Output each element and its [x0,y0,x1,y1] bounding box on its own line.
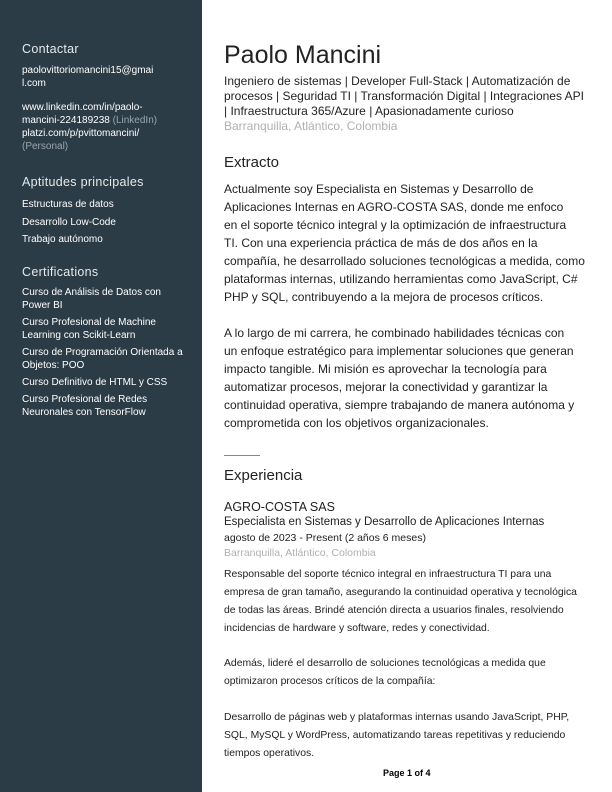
skill-item: Desarrollo Low-Code [22,216,116,228]
company-name: AGRO-COSTA SAS [224,500,335,514]
job-description [224,655,546,691]
description-line: optimizaron procesos críticos de la compañía: [224,676,436,687]
certification-item [22,346,183,372]
summary-line: un enfoque estratégico para implementar soluciones que generan [224,344,574,358]
section-divider [224,455,260,456]
description-line: Desarrollo de páginas web y plataformas internas usando JavaScript, PHP, [224,712,570,723]
job-description [224,566,577,638]
summary-line: TI. Con una experiencia práctica de más de dos años en la [224,236,538,250]
headline-line: procesos | Seguridad TI | Transformación Digital | Integraciones API [224,89,584,103]
skills-list [22,196,116,249]
certification-line: Power BI [22,300,63,311]
summary-line: A lo largo de mi carrera, he combinado habilidades técnicas con [224,326,565,340]
summary-line: PHP y SQL, contribuyendo a la mejora de procesos críticos. [224,290,544,304]
email-line: l.com [22,78,46,89]
job-dates: agosto de 2023 - Present (2 años 6 meses) [224,532,426,544]
summary-line: impacto tangible. Mi misión es aprovechar la tecnología para [224,362,547,376]
summary-line: compañía, he desarrollado soluciones tecnológicas a medida, como [224,254,585,268]
skill-item: Trabajo autónomo [22,234,103,245]
summary-line: plataformas internas, utilizando herramientas como JavaScript, C# [224,272,578,286]
experience-heading: Experiencia [224,467,303,484]
certification-item [22,376,183,389]
certification-line: Curso de Análisis de Datos con [22,287,161,298]
certification-line: Objetos: POO [22,360,85,371]
certification-item [22,286,183,312]
linkedin-link[interactable] [22,101,157,153]
description-line: Responsable del soporte técnico integral en infraestructura TI para una [224,569,552,580]
linkedin-line: www.linkedin.com/in/paolo- [22,102,143,113]
certifications-heading: Certifications [22,265,99,279]
job-description [224,709,569,763]
email-line: paolovittoriomancini15@gmai [22,65,154,76]
certification-item [22,316,183,342]
summary-line: automatizar procesos, mejorar la conectividad y garantizar la [224,380,548,394]
linkedin-tag: (LinkedIn) [112,115,158,126]
description-line: incidencias de hardware y software, redes y conectividad. [224,623,490,634]
job-title: Especialista en Sistemas y Desarrollo de Aplicaciones Internas [224,516,545,528]
certification-line: Learning con Scikit-Learn [22,330,136,341]
description-line: tiempos operativos. [224,748,315,759]
description-line: SQL, MySQL y WordPress, automatizando tareas repetitivas y reduciendo [224,730,566,741]
summary-line: en el soporte técnico integral y la optimización de infraestructura [224,218,567,232]
headline-line: Ingeniero de sistemas | Developer Full-Stack | Automatización de [224,74,571,88]
personal-link[interactable]: platzi.com/p/pvittomancini/ [22,128,140,139]
certification-line: Curso Definitivo de HTML y CSS [22,377,168,388]
contact-heading: Contactar [22,42,79,56]
skills-heading: Aptitudes principales [22,175,144,189]
summary-paragraph [224,180,585,306]
skill-item: Estructuras de datos [22,199,114,210]
page-number: Page 1 of 4 [383,768,431,778]
certification-line: Curso Profesional de Machine [22,317,156,328]
description-line: de todas las áreas. Brindé atención directa a usuarios finales, resolviendo [224,605,564,616]
email-link[interactable] [22,64,153,90]
summary-line: continuidad operativa, siempre trabajando de manera autónoma y [224,398,575,412]
certification-line: Neuronales con TensorFlow [22,407,146,418]
sidebar [0,0,202,792]
description-line: Además, lideré el desarrollo de soluciones tecnológicas a medida que [224,658,546,669]
summary-line: comprometida con los objetivos organizacionales. [224,416,489,430]
description-line: empresa de gran tamaño, asegurando la continuidad operativa y tecnológica [224,587,577,598]
summary-heading: Extracto [224,154,280,171]
job-location: Barranquilla, Atlántico, Colombia [224,547,376,559]
certification-line: Curso Profesional de Redes [22,394,148,405]
summary-line: Aplicaciones Internas en AGRO-COSTA SAS, donde me enfoco [224,200,564,214]
summary-line: Actualmente soy Especialista en Sistemas y Desarrollo de [224,182,534,196]
profile-name: Paolo Mancini [224,41,382,69]
profile-location: Barranquilla, Atlántico, Colombia [224,119,398,133]
certification-line: Curso de Programación Orientada a [22,347,183,358]
certifications-list [22,286,183,423]
summary-paragraph [224,324,574,432]
headline-line: | Infraestructura 365/Azure | Apasionadamente curioso [224,104,514,118]
headline [224,74,584,119]
certification-item [22,393,183,419]
linkedin-line: mancini-224189238 [22,115,110,126]
personal-tag: (Personal) [22,141,69,152]
